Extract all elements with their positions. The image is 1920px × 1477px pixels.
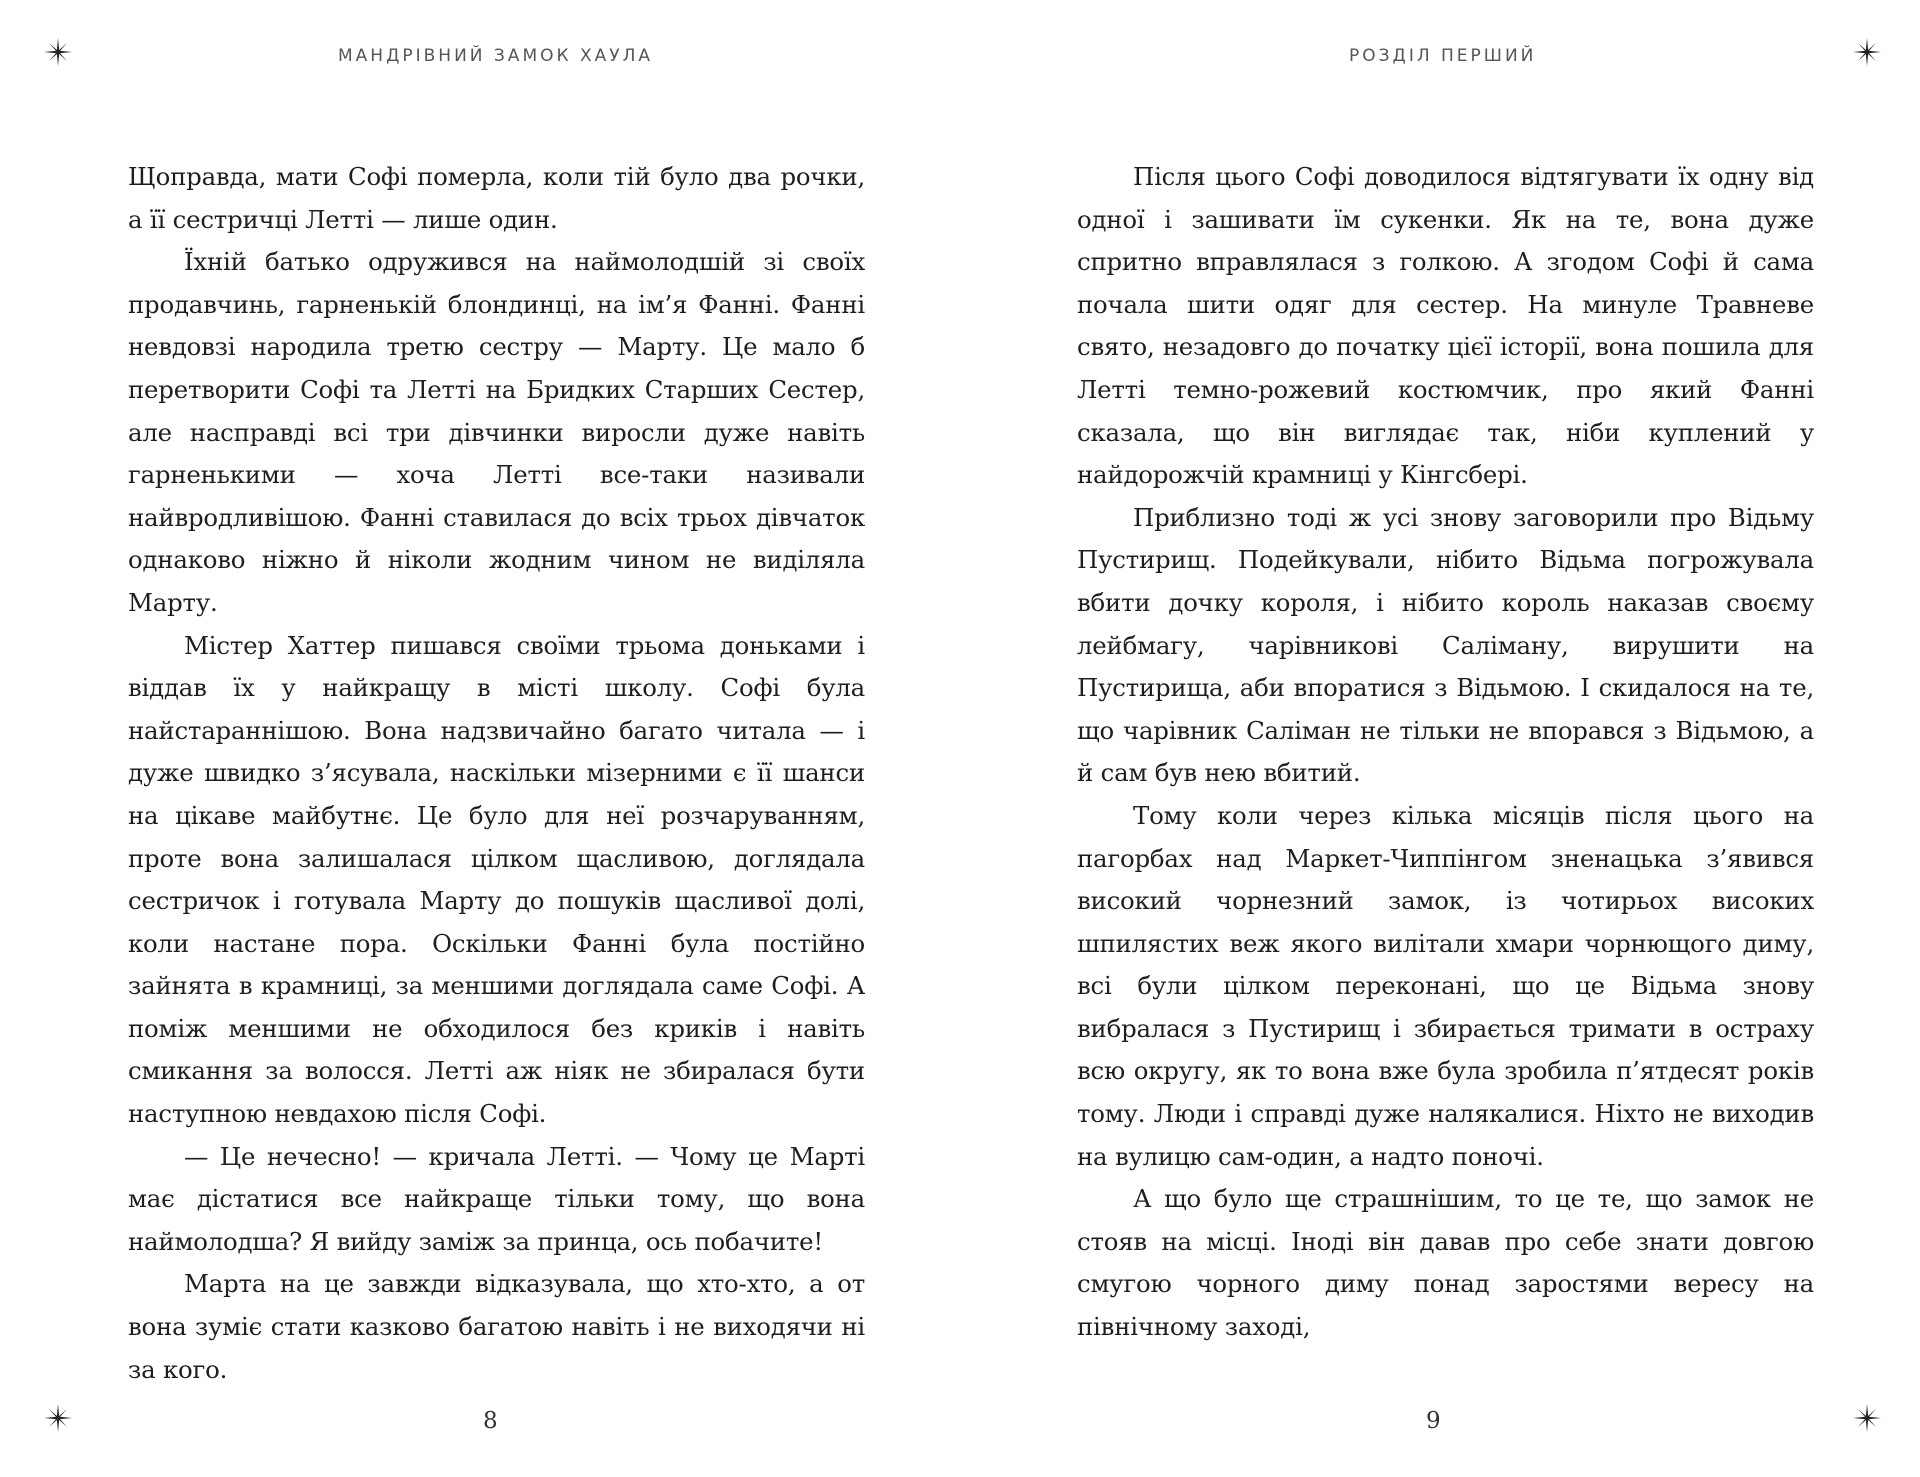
right-page-body — [1077, 156, 1814, 1349]
paragraph: А що було ще страшнішим, то це те, що замок не стояв на місці. Іноді він давав про себе знати довгою смугою чорного диму понад заростями вересу на північному заході, — [1077, 1184, 1814, 1342]
paragraph: Містер Хаттер пишався своїми трьома доньками і віддав їх у найкращу в місті школу. Софі була найстараннішою. Вона надзвичайно багато читала — і дуже швидко з’ясувала, наскільки мізерними є її шанси на цікаве майбутнє. Це було для неї розчаруванням, проте вона залишалася цілком щасливою, доглядала сестричок і готувала Марту до пошуків щасливої долі, коли настане пора. Оскільки Фанні була постійно зайнята в крамниці, за меншими доглядала саме Софі. А поміж меншими не обходилося без криків і навіть смикання за волосся. Летті аж ніяк не збиралася бути наступною невдахою після Софі. — [128, 630, 865, 1129]
paragraph: Приблизно тоді ж усі знову заговорили про Відьму Пустирищ. Подейкували, нібито Відьма погрожувала вбити дочку короля, і нібито король наказав своєму лейбмагу, чарівникові Саліману, вирушити на Пустирища, аби впоратися з Відьмою. І скидалося на те, що чарівник Саліман не тільки не впорався з Відьмою, а й сам був нею вбитий. — [1077, 502, 1814, 788]
paragraph: Тому коли через кілька місяців після цього на пагорбах над Маркет-Чиппінгом зненацька з’явився високий чорнезний замок, із чотирьох високих шпилястих веж якого вилітали хмари чорнющого диму, всі були цілком переконані, що це Відьма знову вибралася з Пустирищ і збирається тримати в остраху всю округу, як то вона вже була зробила п’ятдесят років тому. Люди і справді дуже налякалися. Ніхто не виходив на вулицю сам-один, а надто поночі. — [1077, 800, 1814, 1171]
star-ornament-icon — [1853, 1404, 1881, 1432]
paragraph: Після цього Софі доводилося відтягувати їх одну від одної і зашивати їм сукенки. Як на те, вона дуже спритно вправлялася з голкою. А згодом Софі й сама почала шити одяг для сестер. На минуле Травневе свято, незадовго до початку цієї історії, вона пошила для Летті темно-рожевий костюмчик, про який Фанні сказала, що він виглядає так, ніби куплений у найдорожчій крамниці у Кінгсбері. — [1077, 162, 1814, 490]
page-number-left: 8 — [483, 1408, 498, 1434]
star-ornament-icon — [1853, 38, 1881, 66]
star-ornament-icon — [44, 38, 72, 66]
paragraph: Їхній батько одружився на наймолодшій зі своїх продавчинь, гарненькій блондинці, на ім’я Фанні. Фанні невдовзі народила третю сестру — Марту. Це мало б перетворити Софі та Летті на Бридких Старших Сестер, але насправді всі три дівчинки виросли дуже навіть гарненькими — хоча Летті все-таки називали найвродливішою. Фанні ставилася до всіх трьох дівчаток однаково ніжно й ніколи жодним чином не виділяла Марту. — [128, 247, 865, 617]
running-head-chapter: РОЗДІЛ ПЕРШИЙ — [1349, 46, 1537, 66]
page-number-right: 9 — [1426, 1408, 1441, 1434]
paragraph: — Це нечесно! — кричала Летті. — Чому це Марті має дістатися все найкраще тільки тому, що вона наймолодша? Я вийду заміж за принца, ось побачите! — [128, 1141, 865, 1256]
running-head-book-title: МАНДРІВНИЙ ЗАМОК ХАУЛА — [338, 46, 654, 66]
right-page — [960, 0, 1920, 1477]
paragraph: Щоправда, мати Софі померла, коли тій було два рочки, а її сестричці Летті — лише один. — [128, 162, 865, 234]
paragraph: Марта на це завжди відказувала, що хто-хто, а от вона зуміє стати казково багатою навіть і не виходячи ні за кого. — [128, 1269, 865, 1384]
star-ornament-icon — [44, 1404, 72, 1432]
left-page-body — [128, 156, 865, 1391]
